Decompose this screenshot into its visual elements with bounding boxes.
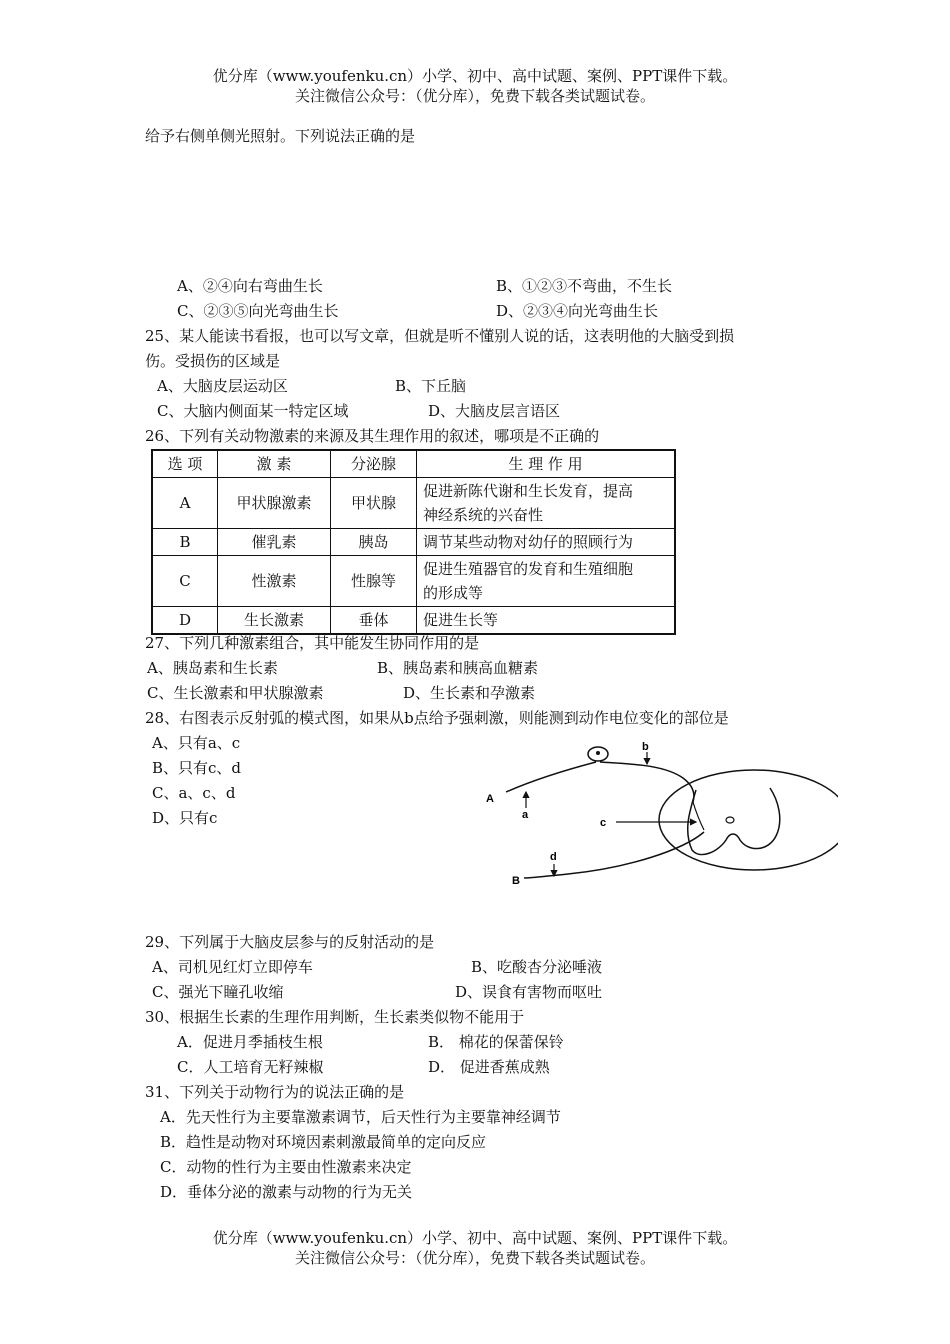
- q25-stem-line-1: 25、某人能读书看报，也可以写文章，但就是听不懂别人说的话，这表明他的大脑受到损: [145, 327, 735, 345]
- interneuron: [693, 802, 704, 830]
- row-hormone: 甲状腺激素: [218, 478, 331, 529]
- header-line-2: 关注微信公众号：（优分库），免费下载各类试题试卷。: [294, 87, 655, 105]
- ganglion-nucleus: [596, 751, 600, 755]
- q24-option-c: C、②③⑤向光弯曲生长: [177, 302, 339, 320]
- q24-option-b: B、①②③不弯曲，不生长: [496, 277, 673, 295]
- header-hormone: 激 素: [218, 450, 331, 478]
- q27-option-c: C、生长激素和甲状腺激素: [147, 684, 324, 702]
- q31-option-a: A．先天性行为主要靠激素调节，后天性行为主要靠神经调节: [160, 1108, 561, 1126]
- q25-option-a: A、大脑皮层运动区: [157, 377, 288, 395]
- q24-stem-tail: 给予右侧单侧光照射。下列说法正确的是: [145, 127, 416, 145]
- label-c: c: [600, 817, 607, 829]
- row-hormone: 催乳素: [218, 529, 331, 556]
- afferent-fiber: [506, 762, 596, 792]
- spinal-cord-outline: [659, 770, 838, 870]
- q30-option-d: D． 促进香蕉成熟: [428, 1058, 550, 1076]
- q29-option-a: A、司机见红灯立即停车: [152, 958, 313, 976]
- footer-line-2: 关注微信公众号：（优分库），免费下载各类试题试卷。: [294, 1249, 655, 1267]
- q25-option-d: D、大脑皮层言语区: [428, 402, 561, 420]
- footer-line-1: 优分库（www.youfenku.cn）小学、初中、高中试题、案例、PPT课件下载。: [212, 1229, 738, 1247]
- q28-option-b: B、只有c、d: [152, 759, 242, 777]
- q29-stem: 29、下列属于大脑皮层参与的反射活动的是: [145, 933, 435, 951]
- q31-option-d: D．垂体分泌的激素与动物的行为无关: [160, 1183, 413, 1201]
- label-A: A: [486, 793, 494, 805]
- q31-option-c: C．动物的性行为主要由性激素来决定: [160, 1158, 412, 1176]
- row-hormone: 性激素: [218, 556, 331, 607]
- q27-option-b: B、胰岛素和胰高血糖素: [377, 659, 539, 677]
- header-gland: 分泌腺: [331, 450, 417, 478]
- q24-option-a: A、②④向右弯曲生长: [177, 277, 323, 295]
- q30-option-a: A．促进月季插枝生根: [177, 1033, 323, 1051]
- q30-stem: 30、根据生长素的生理作用判断，生长素类似物不能用于: [145, 1008, 525, 1026]
- effect-line-2: 的形成等: [423, 584, 484, 602]
- q29-option-b: B、吃酸杏分泌唾液: [471, 958, 603, 976]
- row-option: B: [152, 529, 218, 556]
- table-header-row: [152, 450, 675, 478]
- row-gland: 胰岛: [331, 529, 417, 556]
- row-effect: [417, 478, 676, 529]
- q25-stem-line-2: 伤。受损伤的区域是: [145, 352, 281, 370]
- row-gland: 甲状腺: [331, 478, 417, 529]
- q28-option-c: C、a、c、d: [152, 784, 236, 802]
- effect-line-2: 神经系统的兴奋性: [423, 506, 544, 524]
- reflex-arc-figure: [478, 740, 838, 890]
- central-canal: [726, 817, 734, 823]
- row-hormone: 生长激素: [218, 607, 331, 635]
- table-row: [152, 529, 675, 556]
- hormone-table: [151, 449, 676, 635]
- q27-option-a: A、胰岛素和生长素: [147, 659, 278, 677]
- q25-option-c: C、大脑内侧面某一特定区域: [157, 402, 349, 420]
- q28-option-a: A、只有a、c: [152, 734, 241, 752]
- header-effect: 生 理 作 用: [417, 450, 676, 478]
- table-row: [152, 556, 675, 607]
- label-B: B: [512, 875, 520, 887]
- row-gland: 垂体: [331, 607, 417, 635]
- row-option: D: [152, 607, 218, 635]
- q31-option-b: B．趋性是动物对环境因素刺激最简单的定向反应: [160, 1133, 487, 1151]
- q30-option-c: C．人工培育无籽辣椒: [177, 1058, 324, 1076]
- q28-option-d: D、只有c: [152, 809, 218, 827]
- effect-line-1: 促进新陈代谢和生长发育，提高: [423, 482, 634, 500]
- table-row: [152, 607, 675, 635]
- q29-option-d: D、误食有害物而呕吐: [455, 983, 603, 1001]
- label-a: a: [522, 809, 529, 821]
- q31-stem: 31、下列关于动物行为的说法正确的是: [145, 1083, 405, 1101]
- header-option: 选 项: [152, 450, 218, 478]
- row-gland: 性腺等: [331, 556, 417, 607]
- label-b: b: [642, 741, 649, 753]
- table-row: [152, 478, 675, 529]
- row-effect: 调节某些动物对幼仔的照顾行为: [417, 529, 676, 556]
- q25-option-b: B、下丘脑: [395, 377, 467, 395]
- row-effect: 促进生长等: [417, 607, 676, 635]
- effect-line-1: 促进生殖器官的发育和生殖细胞: [423, 560, 634, 578]
- row-option: C: [152, 556, 218, 607]
- q26-stem: 26、下列有关动物激素的来源及其生理作用的叙述，哪项是不正确的: [145, 427, 600, 445]
- row-option: A: [152, 478, 218, 529]
- q27-stem: 27、下列几种激素组合，其中能发生协同作用的是: [145, 634, 480, 652]
- label-d: d: [550, 851, 557, 863]
- q28-stem: 28、右图表示反射弧的模式图，如果从b点给予强刺激，则能测到动作电位变化的部位是: [145, 709, 729, 727]
- q30-option-b: B． 棉花的保蕾保铃: [428, 1033, 564, 1051]
- q24-option-d: D、②③④向光弯曲生长: [496, 302, 659, 320]
- afferent-fiber-central: [600, 762, 694, 802]
- q27-option-d: D、生长素和孕激素: [403, 684, 536, 702]
- row-effect: [417, 556, 676, 607]
- q29-option-c: C、强光下瞳孔收缩: [152, 983, 284, 1001]
- header-line-1: 优分库（www.youfenku.cn）小学、初中、高中试题、案例、PPT课件下载。: [212, 67, 738, 85]
